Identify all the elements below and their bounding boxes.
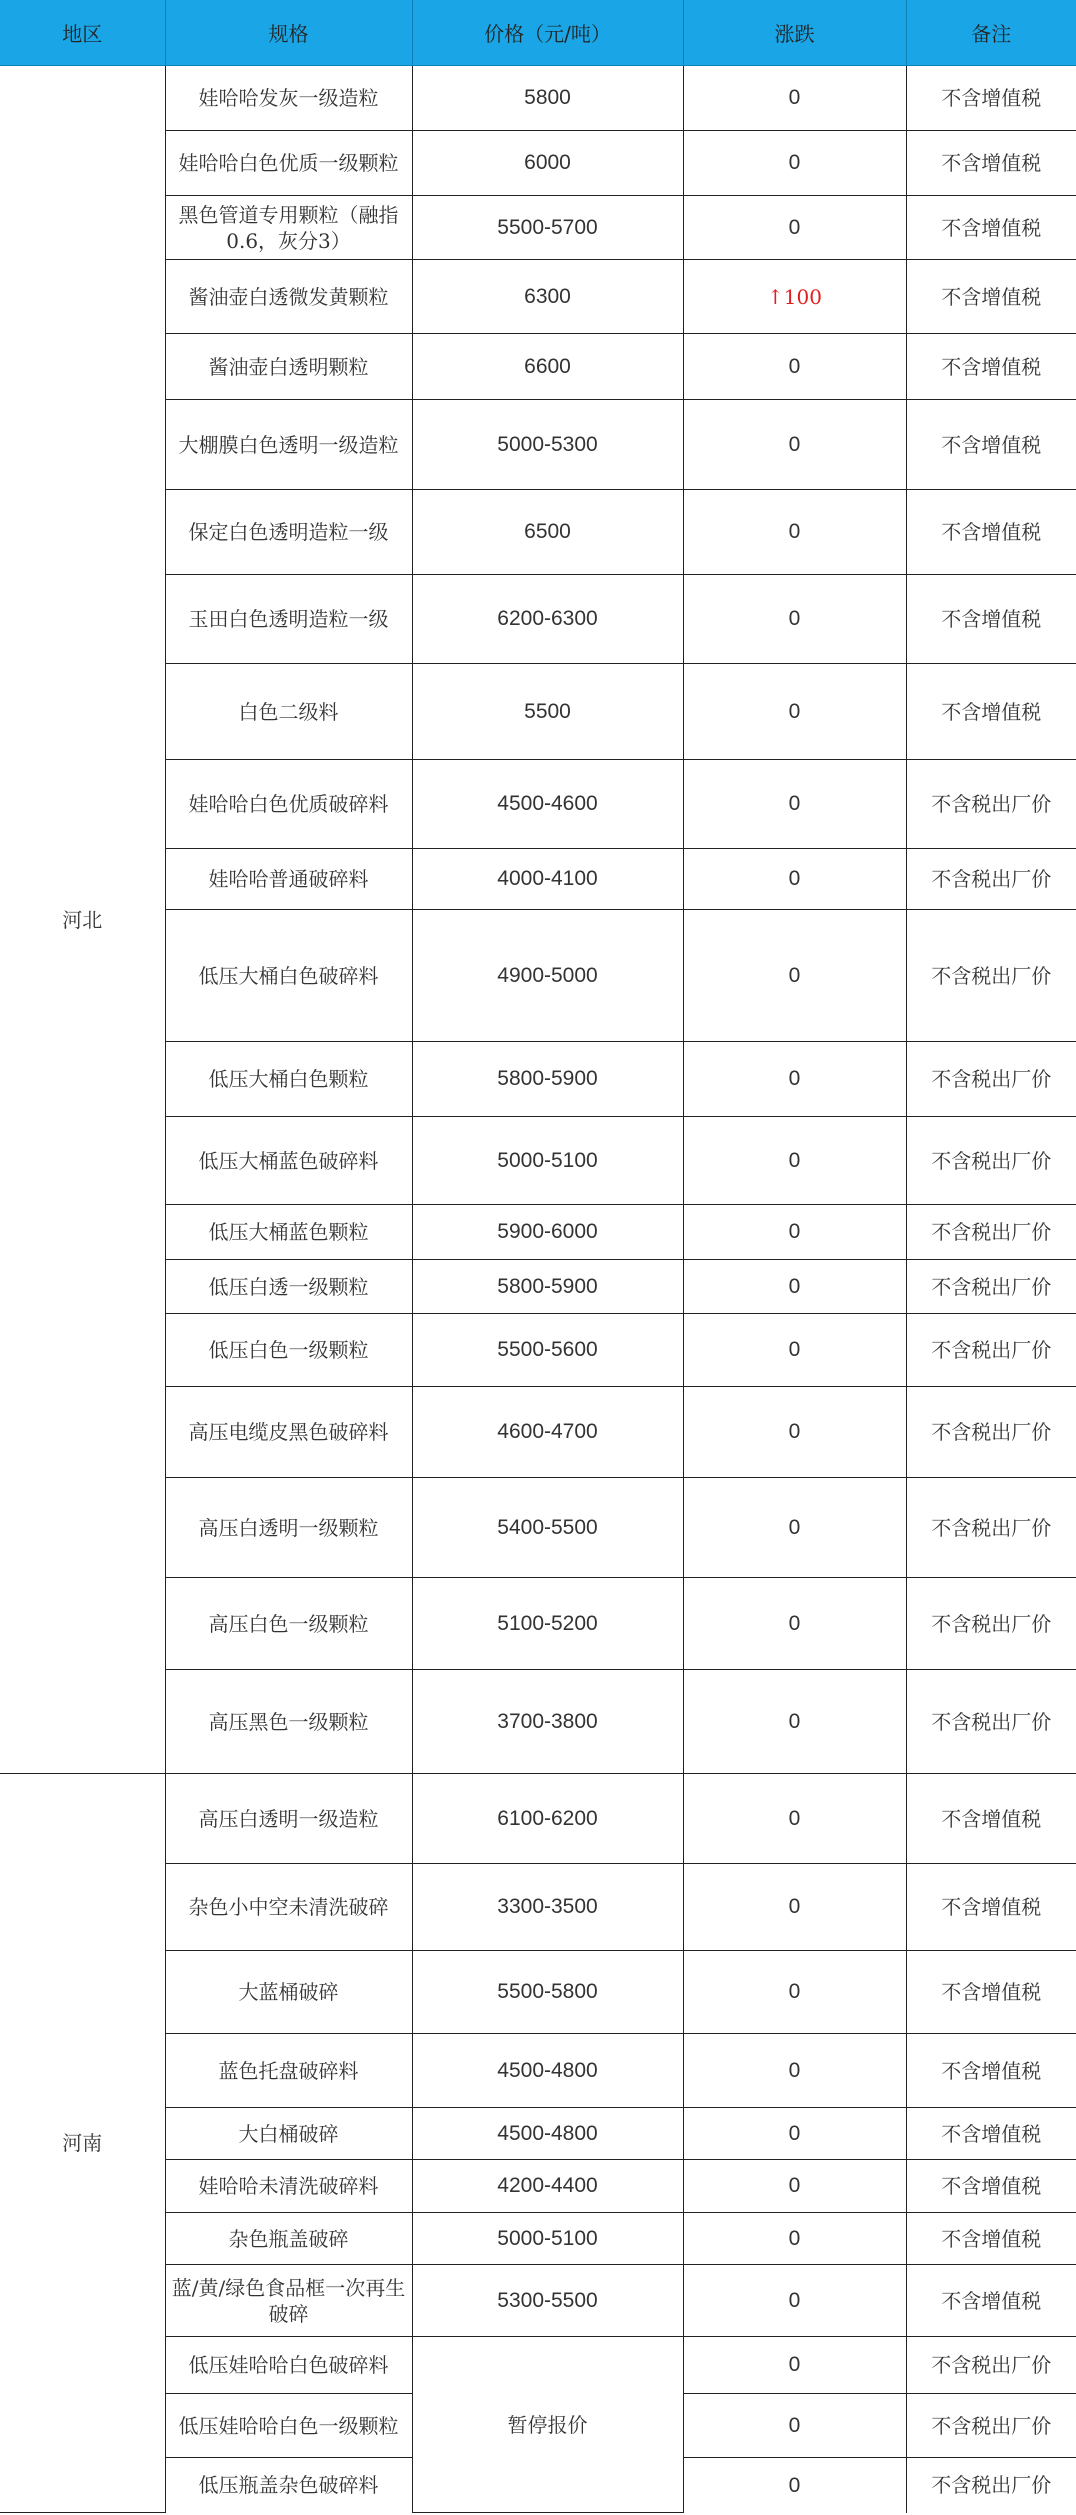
note-cell: 不含增值税 [906,131,1076,196]
price-cell: 6300 [412,260,683,334]
change-cell: 0 [683,1205,906,1260]
price-cell: 4500-4800 [412,2108,683,2160]
change-cell: 0 [683,2337,906,2394]
spec-cell: 低压娃哈哈白色一级颗粒 [165,2394,412,2458]
region-cell-henan: 河南 [0,1774,165,2513]
note-cell: 不含税出厂价 [906,910,1076,1042]
price-cell: 4200-4400 [412,2160,683,2213]
change-cell: 0 [683,1774,906,1864]
price-cell: 5000-5300 [412,400,683,490]
spec-cell: 白色二级料 [165,664,412,760]
price-cell: 5300-5500 [412,2265,683,2337]
change-cell: 0 [683,2265,906,2337]
price-cell: 5800-5900 [412,1260,683,1314]
change-cell: 0 [683,910,906,1042]
note-cell: 不含增值税 [906,2034,1076,2108]
note-cell: 不含增值税 [906,490,1076,575]
note-cell: 不含增值税 [906,1774,1076,1864]
header-change: 涨跌 [683,0,906,66]
price-cell: 6000 [412,131,683,196]
change-cell: 0 [683,1864,906,1951]
spec-cell: 娃哈哈白色优质一级颗粒 [165,131,412,196]
price-cell-suspended: 暂停报价 [412,2337,683,2513]
change-cell: 0 [683,131,906,196]
change-cell: 0 [683,2034,906,2108]
note-cell: 不含税出厂价 [906,1578,1076,1670]
spec-cell: 低压大桶白色破碎料 [165,910,412,1042]
price-cell: 5000-5100 [412,1117,683,1205]
change-cell: 0 [683,400,906,490]
note-cell: 不含增值税 [906,334,1076,400]
change-cell: 0 [683,1314,906,1387]
note-cell: 不含增值税 [906,260,1076,334]
spec-cell: 保定白色透明造粒一级 [165,490,412,575]
change-cell: 0 [683,334,906,400]
note-cell: 不含增值税 [906,1864,1076,1951]
price-cell: 6600 [412,334,683,400]
price-cell: 4500-4800 [412,2034,683,2108]
change-cell: 0 [683,490,906,575]
spec-cell: 大蓝桶破碎 [165,1951,412,2034]
header-region: 地区 [0,0,165,66]
spec-cell: 娃哈哈普通破碎料 [165,849,412,910]
price-cell: 4000-4100 [412,849,683,910]
change-cell: 0 [683,66,906,131]
change-cell: 0 [683,1478,906,1578]
spec-cell: 杂色瓶盖破碎 [165,2213,412,2265]
price-cell: 5400-5500 [412,1478,683,1578]
price-cell: 6200-6300 [412,575,683,664]
note-cell: 不含增值税 [906,196,1076,260]
price-cell: 5500-5700 [412,196,683,260]
spec-cell: 大棚膜白色透明一级造粒 [165,400,412,490]
note-cell: 不含税出厂价 [931,2473,1052,2498]
spec-cell: 高压白透明一级颗粒 [165,1478,412,1578]
note-cell: 不含增值税 [906,2265,1076,2337]
note-cell: 不含增值税 [906,2213,1076,2265]
spec-cell: 玉田白色透明造粒一级 [165,575,412,664]
price-cell: 6500 [412,490,683,575]
price-cell: 4600-4700 [412,1387,683,1478]
price-cell: 5800 [412,66,683,131]
spec-cell: 娃哈哈白色优质破碎料 [165,760,412,849]
table-row [0,1774,1076,1864]
header-price: 价格（元/吨） [412,0,683,66]
note-cell: 不含税出厂价 [906,1387,1076,1478]
change-cell: 0 [683,2394,906,2458]
table-row [0,66,1076,131]
change-cell: 0 [683,760,906,849]
note-cell: 不含增值税 [906,2108,1076,2160]
spec-cell: 酱油壶白透明颗粒 [165,334,412,400]
spec-cell: 低压白色一级颗粒 [165,1314,412,1387]
change-cell: 0 [683,2160,906,2213]
note-cell: 不含税出厂价 [906,1670,1076,1774]
note-cell: 不含增值税 [906,2160,1076,2213]
note-cell: 不含税出厂价 [906,1205,1076,1260]
note-cell: 不含税出厂价 [906,1478,1076,1578]
price-cell: 3700-3800 [412,1670,683,1774]
note-cell: 不含增值税 [906,66,1076,131]
change-cell: 0 [683,1387,906,1478]
spec-cell: 酱油壶白透微发黄颗粒 [165,260,412,334]
price-cell: 6100-6200 [412,1774,683,1864]
header-note: 备注 [906,0,1076,66]
spec-cell: 高压电缆皮黑色破碎料 [165,1387,412,1478]
change-cell-up: ↑100 [683,260,906,334]
price-cell: 5500-5800 [412,1951,683,2034]
note-cell: 不含税出厂价 [906,2394,1076,2458]
price-cell: 4900-5000 [412,910,683,1042]
note-cell: 不含增值税 [906,664,1076,760]
spec-cell: 黑色管道专用颗粒（融指0.6，灰分3） [165,196,412,260]
price-cell: 5000-5100 [412,2213,683,2265]
spec-cell: 杂色小中空未清洗破碎 [165,1864,412,1951]
change-cell: 0 [683,1670,906,1774]
note-cell: 不含税出厂价 [906,1314,1076,1387]
change-cell: 0 [683,2458,906,2513]
change-cell: 0 [683,1042,906,1117]
change-cell: 0 [683,849,906,910]
header-row [0,0,1076,66]
note-cell: 不含增值税 [906,400,1076,490]
header-spec: 规格 [165,0,412,66]
spec-cell: 蓝/黄/绿色食品框一次再生破碎 [165,2265,412,2337]
note-cell: 不含税出厂价 [906,760,1076,849]
change-cell: 0 [683,196,906,260]
change-cell: 0 [683,1260,906,1314]
spec-cell: 高压白色一级颗粒 [165,1578,412,1670]
spec-cell: 低压大桶蓝色颗粒 [165,1205,412,1260]
change-cell: 0 [683,664,906,760]
price-cell: 5800-5900 [412,1042,683,1117]
spec-cell: 低压白透一级颗粒 [165,1260,412,1314]
price-cell: 4500-4600 [412,760,683,849]
spec-cell: 高压白透明一级造粒 [165,1774,412,1864]
change-cell: 0 [683,1117,906,1205]
note-cell: 不含税出厂价 [906,1260,1076,1314]
spec-cell: 娃哈哈发灰一级造粒 [165,66,412,131]
price-cell: 5100-5200 [412,1578,683,1670]
note-cell: 不含税出厂价 [906,849,1076,910]
spec-cell: 娃哈哈未清洗破碎料 [165,2160,412,2213]
spec-cell: 大白桶破碎 [165,2108,412,2160]
note-cell: 不含税出厂价 [906,1117,1076,1205]
change-cell: 0 [683,2108,906,2160]
change-cell: 0 [683,575,906,664]
region-cell-hebei: 河北 [0,66,165,1774]
change-cell: 0 [683,2213,906,2265]
change-cell: 0 [683,1578,906,1670]
note-cell: 不含税出厂价 [906,2337,1076,2394]
price-cell: 3300-3500 [412,1864,683,1951]
price-cell: 5500-5600 [412,1314,683,1387]
price-cell: 5500 [412,664,683,760]
spec-cell: 低压瓶盖杂色破碎料 [165,2458,412,2513]
note-cell: 不含增值税 [906,1951,1076,2034]
spec-cell: 高压黑色一级颗粒 [165,1670,412,1774]
note-cell: 不含税出厂价 [906,1042,1076,1117]
spec-cell: 低压大桶蓝色破碎料 [165,1117,412,1205]
spec-cell: 蓝色托盘破碎料 [165,2034,412,2108]
note-cell: 不含增值税 [906,575,1076,664]
spec-cell: 低压大桶白色颗粒 [165,1042,412,1117]
change-cell: 0 [683,1951,906,2034]
spec-cell: 低压娃哈哈白色破碎料 [165,2337,412,2394]
price-cell: 5900-6000 [412,1205,683,1260]
